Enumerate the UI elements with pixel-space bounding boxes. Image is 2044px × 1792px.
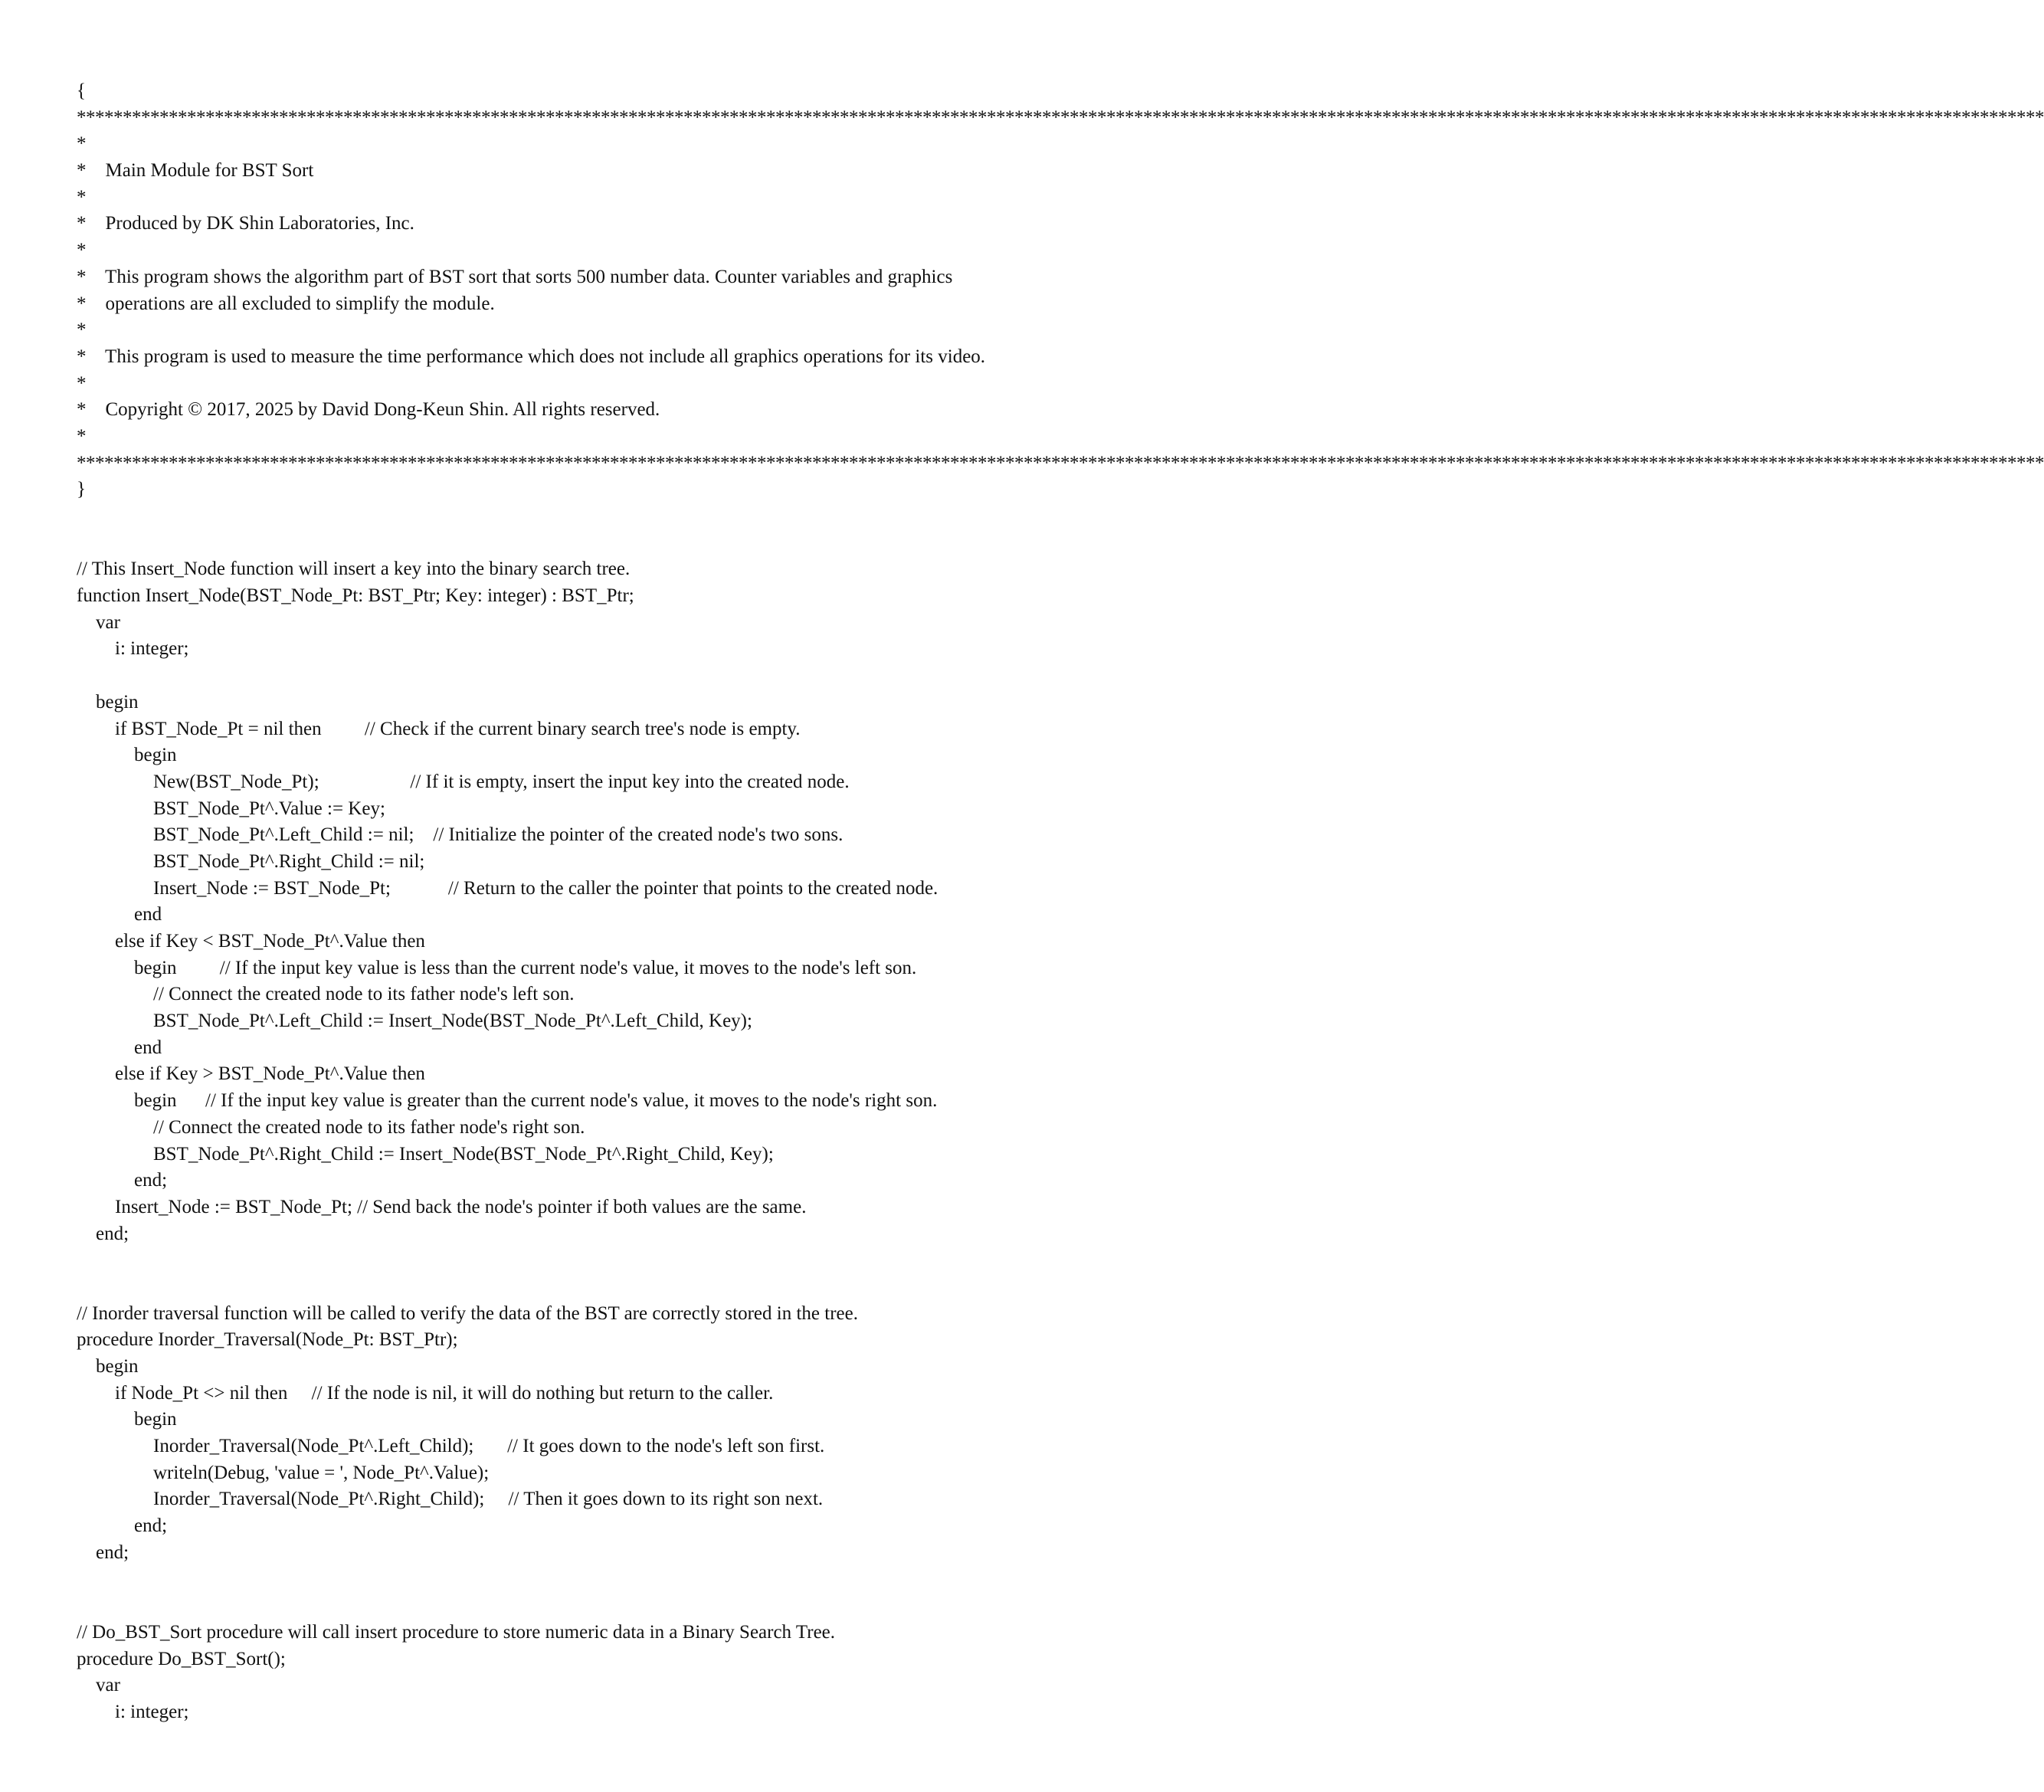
- code-line: begin // If the input key value is greater than the current node's value, it moves to the node's right son.: [77, 1090, 938, 1112]
- code-line: i: integer;: [77, 638, 189, 660]
- code-line: * operations are all excluded to simplify the module.: [77, 293, 495, 314]
- code-line: * This program is used to measure the time performance which does not include all graphics operations for its video.: [77, 346, 986, 367]
- code-line: *: [77, 319, 87, 341]
- code-line: var: [77, 611, 120, 633]
- code-line: begin: [77, 1409, 177, 1430]
- block-spacer: [77, 1247, 1195, 1300]
- code-line: procedure Do_BST_Sort();: [77, 1648, 286, 1669]
- block-spacer: [77, 1567, 1195, 1620]
- code-line: *: [77, 133, 87, 155]
- code-line: BST_Node_Pt^.Value := Key;: [77, 798, 385, 819]
- code-line: * Copyright © 2017, 2025 by David Dong-Keun Shin. All rights reserved.: [77, 399, 660, 421]
- code-line: begin: [77, 1356, 139, 1378]
- code-line: **********************************************************************************************************************************************************************************************************************: [77, 106, 2044, 128]
- code-line: writeln(Debug, 'value = ', Node_Pt^.Value);: [77, 1462, 490, 1483]
- code-line: New(BST_Node_Pt); // If it is empty, insert the input key into the created node.: [77, 771, 850, 792]
- code-line: else if Key < BST_Node_Pt^.Value then: [77, 931, 425, 952]
- code-line: *: [77, 240, 87, 261]
- code-line: * Main Module for BST Sort: [77, 160, 314, 182]
- code-line: // This Insert_Node function will insert a key into the binary search tree.: [77, 559, 631, 580]
- code-line: Insert_Node := BST_Node_Pt; // Return to the caller the pointer that points to the created node.: [77, 877, 938, 899]
- code-line: begin: [77, 745, 177, 766]
- code-line: {: [77, 80, 86, 101]
- code-line: i: integer;: [77, 1701, 189, 1722]
- code-line: procedure Inorder_Traversal(Node_Pt: BST_Ptr);: [77, 1329, 458, 1351]
- code-line: * Produced by DK Shin Laboratories, Inc.: [77, 213, 414, 234]
- code-line: end;: [77, 1223, 129, 1244]
- code-line: [77, 663, 1195, 690]
- insert-node-function: [77, 556, 1195, 1247]
- document-page: [77, 78, 2044, 1726]
- code-line: BST_Node_Pt^.Left_Child := Insert_Node(BST_Node_Pt^.Left_Child, Key);: [77, 1011, 752, 1032]
- header-comment-block: [77, 78, 2044, 503]
- code-line: // Connect the created node to its father node's left son.: [77, 984, 575, 1005]
- code-line: BST_Node_Pt^.Left_Child := nil; // Initialize the pointer of the created node's two sons.: [77, 824, 843, 846]
- code-line: BST_Node_Pt^.Right_Child := nil;: [77, 850, 425, 872]
- code-line: Insert_Node := BST_Node_Pt; // Send back the node's pointer if both values are the same.: [77, 1196, 807, 1217]
- code-line: begin // If the input key value is less than the current node's value, it moves to the node's left son.: [77, 957, 917, 978]
- code-line: end;: [77, 1541, 129, 1563]
- do-bst-sort-procedure: [77, 1620, 1195, 1726]
- block-spacer: [77, 503, 1195, 556]
- inorder-traversal-procedure: [77, 1301, 1195, 1567]
- code-line: // Do_BST_Sort procedure will call insert procedure to store numeric data in a Binary Search Tree.: [77, 1621, 836, 1643]
- code-line: function Insert_Node(BST_Node_Pt: BST_Ptr; Key: integer) : BST_Ptr;: [77, 585, 634, 607]
- code-line: Inorder_Traversal(Node_Pt^.Right_Child); // Then it goes down to its right son next.: [77, 1489, 824, 1510]
- code-line: begin: [77, 691, 139, 713]
- code-line: var: [77, 1675, 120, 1696]
- code-line: // Inorder traversal function will be called to verify the data of the BST are correctly stored in the tree.: [77, 1302, 858, 1324]
- code-line: if BST_Node_Pt = nil then // Check if the current binary search tree's node is empty.: [77, 718, 801, 739]
- code-line: end: [77, 904, 162, 925]
- code-line: // Connect the created node to its father node's right son.: [77, 1116, 585, 1138]
- code-line: *: [77, 425, 87, 447]
- code-line: BST_Node_Pt^.Right_Child := Insert_Node(BST_Node_Pt^.Right_Child, Key);: [77, 1143, 774, 1165]
- code-line: * This program shows the algorithm part of BST sort that sorts 500 number data. Counter variables and graphics: [77, 266, 953, 287]
- code-line: end: [77, 1037, 162, 1058]
- code-line: *: [77, 186, 87, 208]
- code-line: end;: [77, 1170, 168, 1191]
- code-line: if Node_Pt <> nil then // If the node is nil, it will do nothing but return to the caller.: [77, 1382, 774, 1404]
- code-line: *: [77, 372, 87, 394]
- code-line: **********************************************************************************************************************************************************************************************************************: [77, 452, 2044, 473]
- code-line: else if Key > BST_Node_Pt^.Value then: [77, 1063, 425, 1085]
- code-line: }: [77, 479, 86, 500]
- code-line: end;: [77, 1515, 168, 1537]
- code-line: Inorder_Traversal(Node_Pt^.Left_Child); // It goes down to the node's left son first.: [77, 1436, 825, 1457]
